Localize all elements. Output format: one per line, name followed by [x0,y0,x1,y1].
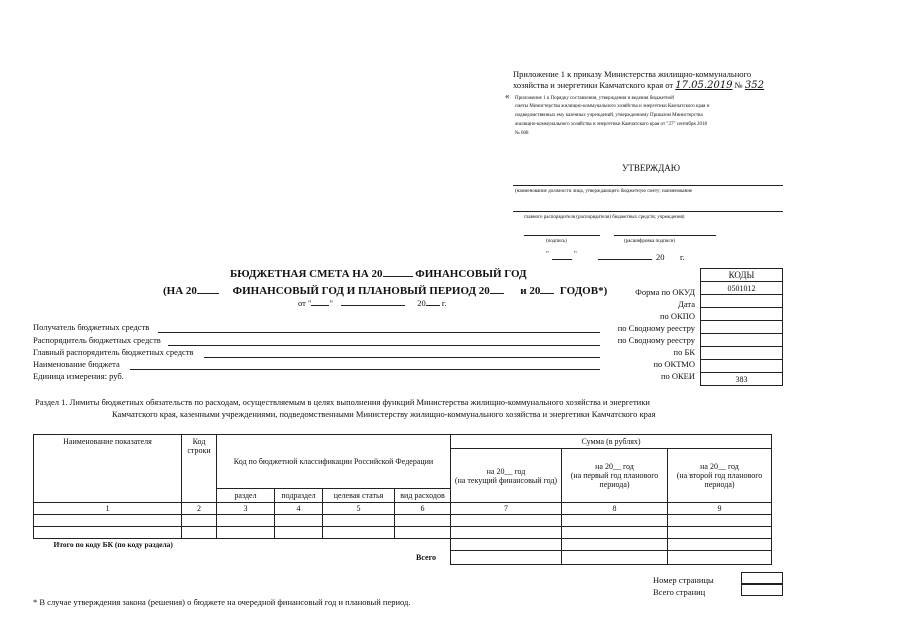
appendix-small5: № 608 [515,131,529,136]
code-value-okei[interactable]: 383 [701,373,783,386]
th-code: Код строки [182,435,217,503]
cell[interactable] [323,515,395,527]
title-line2 [163,285,607,297]
total-pages-field[interactable] [741,584,783,596]
recipient-line-4[interactable] [130,369,600,370]
section-line2: Камчатского края, казенными учреждениями, подведомственными Министерству жилищно-коммунального хозяйства и энергетики Камчатского края [112,409,656,419]
col-num-4: 4 [275,503,323,515]
approve-title: УТВЕРЖДАЮ [622,163,681,173]
cell[interactable] [182,515,217,527]
sign-line [524,235,600,236]
decode-line [614,235,716,236]
th-bk: Код по бюджетной классификации Российской Федерации [217,435,451,489]
col-num-1: 1 [34,503,182,515]
cell[interactable] [668,527,772,539]
date-quote-open: " [546,250,549,258]
th-name: Наименование показателя [34,435,182,503]
title-line1b: ФИНАНСОВЫЙ ГОД [415,268,527,280]
th-target: целевая статья [323,489,395,503]
budget-table [33,434,772,565]
code-label-registry-1: по Сводному реестру [617,323,695,333]
appendix-small4: жилищно-коммунального хозяйства и энергетики Камчатского края от "27" сентября 2018 [515,122,707,127]
code-value-bk[interactable] [701,347,783,360]
code-value-registry-1[interactable] [701,321,783,334]
from-month-blank [341,305,405,306]
approve-hint1: (наименование должности лица, утверждающего бюджетную смету; наименование [515,189,693,194]
th-year2-b: (на первый год планового периода) [570,471,659,489]
recipient-line-1[interactable] [158,332,600,333]
sign-hint: (подпись) [546,239,567,244]
handwritten-date: 17.05.2019 [675,80,733,91]
col-num-2: 2 [182,503,217,515]
code-label-okei: по ОКЕИ [660,371,695,381]
vsego-row [34,551,772,565]
itogo-cell[interactable] [668,539,772,551]
appendix-line2-prefix: хозяйства и энергетики Камчатского края от [513,80,674,90]
cell[interactable] [217,527,275,539]
codes-header: КОДЫ [701,269,783,282]
approve-line2 [513,211,783,212]
vsego-cell[interactable] [668,551,772,565]
approve-line1 [513,185,783,186]
recipient-row-5: Единица измерения: руб. [33,371,124,381]
th-year3 [668,449,772,503]
title-from [298,298,446,308]
table-row [34,515,772,527]
from-year: 20 [417,298,426,308]
code-value-okpo[interactable] [701,308,783,321]
appendix-line1: Приложение 1 к приказу Министерства жилищно-коммунального [513,69,752,79]
col-num-7: 7 [451,503,562,515]
cell[interactable] [395,515,451,527]
date-day-line [552,259,572,260]
approve-year-suffix: г. [680,252,685,262]
col-num-9: 9 [668,503,772,515]
cell[interactable] [562,527,668,539]
col-num-6: 6 [395,503,451,515]
from-label: от " [298,298,312,308]
recipient-row-4: Наименование бюджета [33,359,120,369]
code-label-bk: по БК [673,347,695,357]
itogo-cell[interactable] [562,539,668,551]
vsego-cell[interactable] [451,551,562,565]
title-line1 [230,268,527,280]
from-g: г. [441,298,447,308]
th-sum: Сумма (в рублях) [451,435,772,449]
date-quote-close: " [574,250,577,258]
appendix-line2 [513,80,764,91]
recipient-row-2: Распорядитель бюджетных средств [33,335,161,345]
title-line2c: и 20 [520,285,541,297]
date-month-line [598,259,652,260]
title-year-blank [383,276,413,277]
title-line2d: ГОДОВ*) [559,285,608,297]
cell[interactable] [182,527,217,539]
vsego-cell[interactable] [562,551,668,565]
th-podrazdel: подраздел [275,489,323,503]
th-year1 [451,449,562,503]
title-line2a: (НА 20 [163,285,197,297]
itogo-cell[interactable] [451,539,562,551]
title-year-blank-4 [540,293,554,294]
footnote: * В случае утверждения закона (решения) о бюджете на очередной финансовый год и плановый период. [33,597,411,607]
cell[interactable] [562,515,668,527]
th-year3-a: на 20__ год [700,462,739,471]
code-label-oktmo: по ОКТМО [653,359,695,369]
code-value-date[interactable] [701,295,783,308]
num-prefix: № [734,80,743,90]
cell[interactable] [323,527,395,539]
codes-table [700,268,783,386]
itogo-row [34,539,772,551]
appendix-small3: подведомственных ему казенных учреждений, утвержденному Приказом Министерства [515,113,703,118]
from-day-blank [311,305,329,306]
th-vid: вид расходов [395,489,451,503]
title-line1a: БЮДЖЕТНАЯ СМЕТА НА 20 [230,268,383,280]
handwritten-number: 352 [744,80,765,91]
th-razdel: раздел [217,489,275,503]
th-year2-a: на 20__ год [595,462,634,471]
code-value-oktmo[interactable] [701,360,783,373]
cell[interactable] [451,527,562,539]
itogo-label: Итого по коду БК (по коду раздела) [34,539,451,551]
total-pages-label: Всего страниц [653,587,706,597]
recipient-row-3: Главный распорядитель бюджетных средств [33,347,194,357]
decode-hint: (расшифровка подписи) [624,239,676,244]
cell[interactable] [217,515,275,527]
code-label-okpo: по ОКПО [659,311,695,321]
th-year3-b: (на второй год планового периода) [676,471,763,489]
title-year-blank-3 [490,293,504,294]
cell[interactable] [275,515,323,527]
code-label-registry-2: по Сводному реестру [617,335,695,345]
recipient-line-2[interactable] [168,345,600,346]
vsego-label: Всего [416,553,436,562]
code-value-okud[interactable]: 0501012 [701,282,783,295]
page-number-label: Номер страницы [653,575,714,585]
code-label-date: Дата [678,299,695,309]
title-line2b: ФИНАНСОВЫЙ ГОД И ПЛАНОВЫЙ ПЕРИОД 20 [232,285,490,297]
quote-mark: « [505,91,510,101]
table-row [34,527,772,539]
col-num-5: 5 [323,503,395,515]
appendix-small1: Приложение 1 к Порядку составления, утверждения и ведения бюджетной [515,96,674,101]
col-num-3: 3 [217,503,275,515]
page-number-field[interactable] [741,572,783,584]
col-num-8: 8 [562,503,668,515]
th-year1-b: (на текущий финансовый год) [454,475,558,485]
cell[interactable] [395,527,451,539]
from-quote: " [329,298,333,308]
recipient-line-3[interactable] [204,357,600,358]
appendix-small2: сметы Министерства жилищно-коммунального хозяйства и энергетики Камчатского края и [515,104,710,109]
cell[interactable] [451,515,562,527]
cell[interactable] [275,527,323,539]
cell[interactable] [668,515,772,527]
code-label-okud: Форма по ОКУД [635,287,695,297]
from-year-blank [426,305,440,306]
approve-year: 20 [656,252,665,262]
th-year1-a: на 20__ год [486,466,526,476]
section-line1: Раздел 1. Лимиты бюджетных обязательств по расходам, осуществляемым в целях выполнения функций Министерства жилищно-коммунального хозяйства и энергетики [35,397,650,407]
th-year2 [562,449,668,503]
approve-hint2: главного распорядителя (распорядителя) бюджетных средств; учреждения) [524,215,685,220]
recipient-row-1: Получатель бюджетных средств [33,322,150,332]
title-year-blank-2 [197,293,219,294]
cell[interactable] [34,527,182,539]
cell[interactable] [34,515,182,527]
code-value-registry-2[interactable] [701,334,783,347]
